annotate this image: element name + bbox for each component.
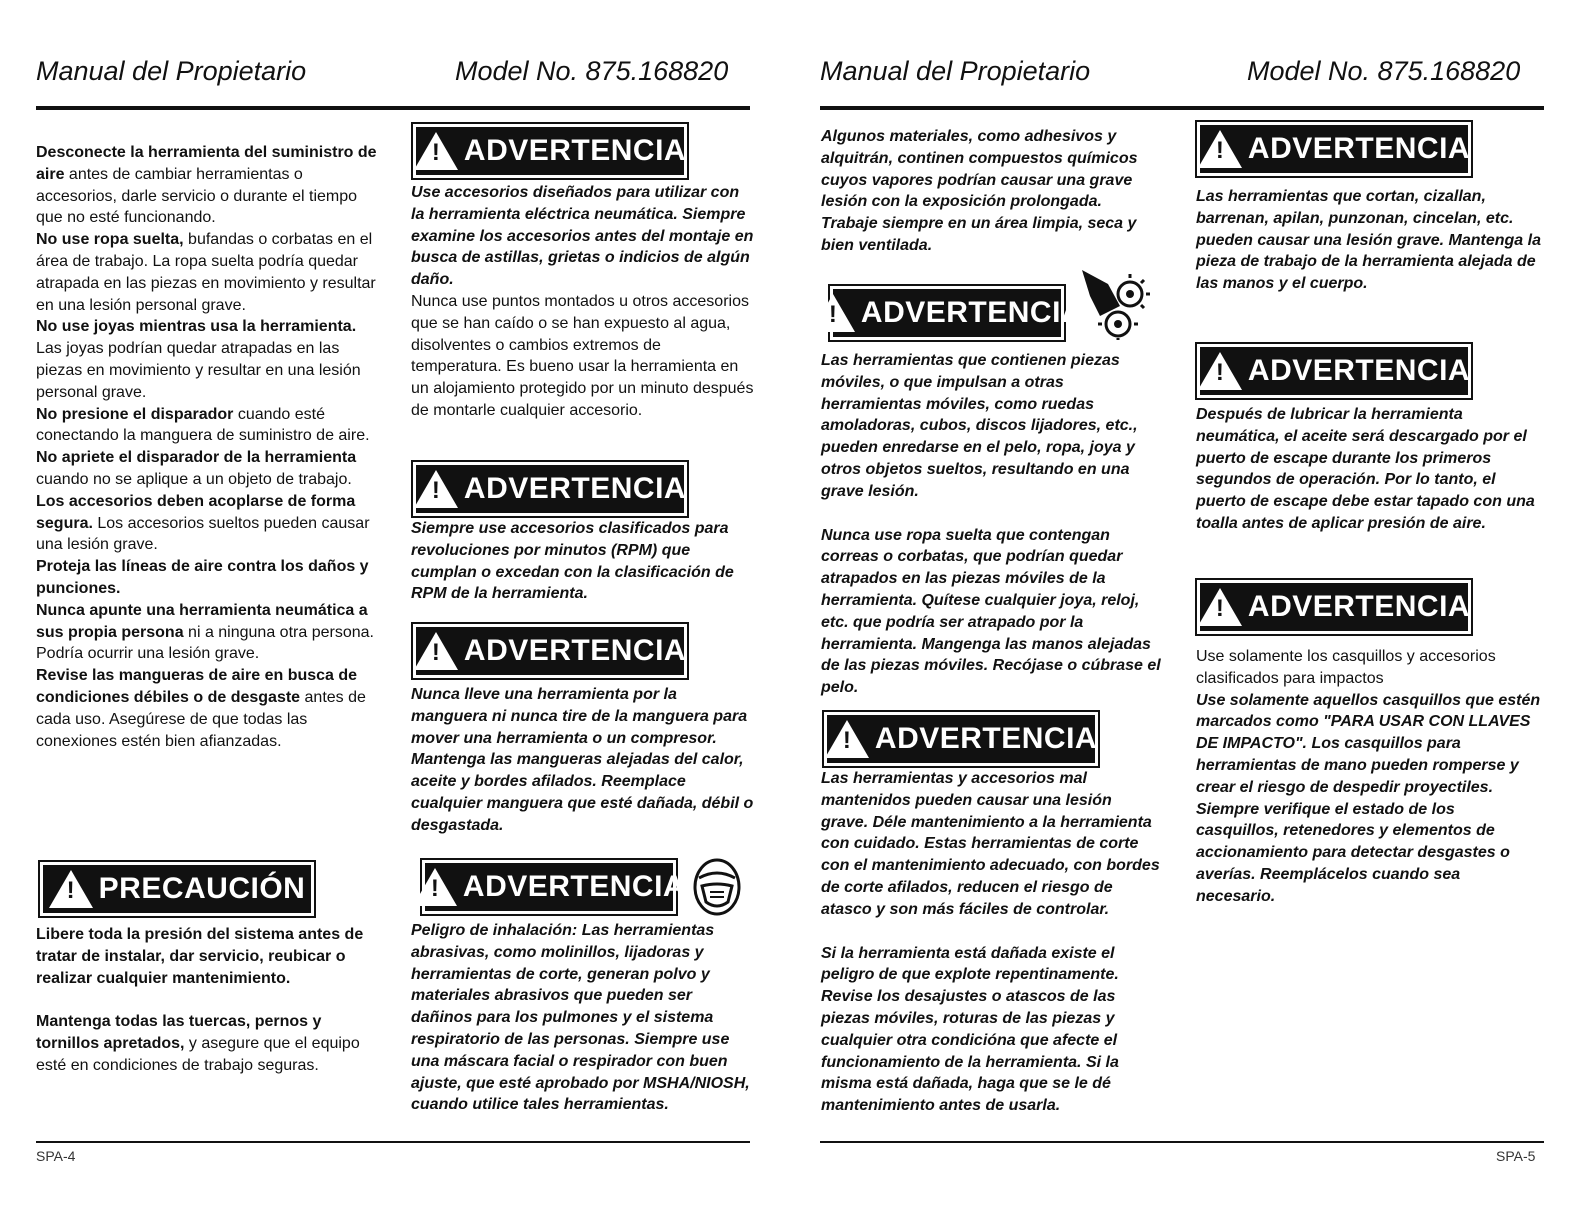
col4-warning-1	[1196, 186, 1541, 295]
col2-banner-2	[411, 460, 689, 518]
col3-t4-italic: Las herramientas y accesorios mal mantenidos pueden causar una lesión grave. Déle mantenimiento a la herramienta con cuidado. Estas herramientas de corte con el mantenimiento adecuado, con bordes de corte afilados, reducen el riesgo de atasco y son más fáciles de controlar.	[821, 770, 1160, 918]
advertencia-label: ADVERTENCIA	[874, 722, 1098, 755]
p7-bold: Proteja las líneas de aire contra los daños y punciones.	[36, 558, 369, 597]
col3-text-1	[821, 126, 1161, 257]
col4-w1-italic: Las herramientas que cortan, cizallan, barrenan, apilan, punzonan, cincelan, etc. pueden causar una lesión grave. Mantenga la pieza de trabajo de la herramienta alejada de las manos y el cuerpo.	[1196, 188, 1541, 293]
col2-w2-italic: Siempre use accesorios clasificados para revoluciones por minutos (RPM) que cumplan o excedan con la clasificación de RPM de la herramienta.	[411, 520, 734, 603]
p8-text: ni a ninguna otra persona. Podría ocurrir una lesión grave.	[36, 623, 374, 663]
entanglement-hazard-icon	[1078, 266, 1156, 342]
col4-w3-text: Use solamente los casquillos y accesorios clasificados para impactos	[1196, 648, 1496, 687]
col2-banner-4	[420, 858, 686, 916]
right-header-title: Manual del Propietario	[820, 56, 1091, 86]
p5-bold: No apriete el disparador de la herramienta	[36, 449, 357, 467]
col3-text-3	[821, 768, 1161, 1117]
caution-text-2-bold: Mantenga todas las tuercas, pernos y tornillos apretados,	[36, 1013, 322, 1053]
col3-banner-2	[822, 710, 1100, 768]
p8-bold: Nunca apunte una herramienta neumática a sus propia persona	[36, 601, 368, 641]
col2-w1-italic: Use accesorios diseñados para utilizar con la herramienta eléctrica neumática. Siempre examine los accesorios antes del montaje en busca de astillas, grietas o indicios de algún daño.	[411, 184, 754, 289]
warning-triangle-icon: !	[414, 632, 458, 670]
col3-text-2	[821, 350, 1161, 699]
p5-text: cuando no se aplique a un objeto de trabajo.	[36, 470, 352, 488]
col4-w2-italic: Después de lubricar la herramienta neumática, el aceite será descargado por el puerto de escape durante los primeros segundos de operación. Por lo tanto, el puerto de escape debe estar tapado con una toalla antes de aplicar presión de aire.	[1196, 406, 1535, 532]
col1-caution-text	[36, 924, 381, 1077]
col1-text	[36, 142, 381, 752]
p3-bold: No use joyas mientras usa la herramienta.	[36, 318, 357, 336]
advertencia-label: ADVERTENCIA	[463, 634, 687, 667]
col3-banner-1	[828, 284, 1084, 342]
respirator-mask-icon	[690, 856, 744, 918]
left-page-number: SPA-4	[36, 1148, 76, 1164]
caution-text-1: Libere toda la presión del sistema antes de tratar de instalar, dar servicio, reubicar o realizar cualquier mantenimiento.	[36, 926, 364, 987]
col4-warning-3	[1196, 646, 1541, 908]
right-header-rule	[820, 106, 1544, 110]
warning-triangle-icon: !	[1198, 588, 1242, 626]
col2-warning-4	[411, 920, 756, 1116]
caution-text-2: y asegure que el equipo esté en condiciones de trabajo seguras.	[36, 1035, 360, 1074]
col2-w3-italic: Nunca lleve una herramienta por la manguera ni nunca tire de la manguera para mover una herramienta o un compresor. Mantenga las mangueras alejadas del calor, aceite y bordes afilados. Reemplace cualquier manguera que esté dañada, débil o desgastada.	[411, 686, 754, 834]
col2-warning-3	[411, 684, 756, 837]
advertencia-label: ADVERTENCIA	[860, 296, 1084, 329]
p4-bold: No presione el disparador	[36, 405, 234, 423]
col2-w4-italic: Peligro de inhalación: Las herramientas abrasivas, como molinillos, lijadoras y herramientas de corte, generan polvo y materiales abrasivos que pueden ser dañinos para los pulmones y el sistema respiratorio de las personas. Siempre use una máscara facial o respirador con buen ajuste, que esté aprobado por MSHA/NIOSH, cuando utilice tales herramientas.	[411, 922, 750, 1114]
right-page-number: SPA-5	[1496, 1148, 1536, 1164]
advertencia-label: ADVERTENCIA	[463, 472, 687, 505]
warning-triangle-icon: !	[414, 470, 458, 508]
col4-warning-2	[1196, 404, 1541, 535]
advertencia-label: ADVERTENCIA	[1247, 354, 1471, 387]
p6-bold: Los accesorios deben acoplarse de forma segura.	[36, 492, 356, 532]
col3-t5-italic: Si la herramienta está dañada existe el peligro de que explote repentinamente. Revise los desajustes o atascos de las piezas móviles, roturas de las piezas y cualquier otra condicióna que afecte el funcionamiento de la herramienta. Si la misma está dañada, haga que se le dé mantenimiento antes de usarla.	[821, 944, 1119, 1115]
warning-triangle-icon: !	[825, 720, 869, 758]
p1-bold: Desconecte la herramienta del suministro de aire	[36, 144, 377, 183]
precaucion-label: PRECAUCIÓN	[98, 872, 306, 905]
precaucion-banner	[38, 860, 316, 918]
advertencia-label: ADVERTENCIA	[1247, 132, 1471, 165]
p3-text: Las joyas podrían quedar atrapadas en las piezas en movimiento y resultar en una lesión personal grave.	[36, 340, 361, 401]
advertencia-label: ADVERTENCIA	[1247, 590, 1471, 623]
p2-bold: No use ropa suelta,	[36, 231, 184, 249]
p9-bold: Revise las mangueras de aire en busca de condiciones débiles o de desgaste	[36, 667, 358, 706]
right-header-model: Model No. 875.168820	[1247, 56, 1521, 86]
warning-triangle-icon: !	[414, 132, 458, 170]
p6-text: Los accesorios sueltos pueden causar una lesión grave.	[36, 514, 370, 554]
col2-warning-2	[411, 518, 756, 605]
advertencia-label: ADVERTENCIA	[463, 134, 687, 167]
p2-text: bufandas o corbatas en el área de trabajo. La ropa suelta podría quedar atrapada en las piezas en movimiento y resultar en una lesión personal grave.	[36, 231, 376, 314]
p1-text: antes de cambiar herramientas o accesorios, darle servicio o durante el tiempo que no esté funcionando.	[36, 165, 358, 227]
left-header-title: Manual del Propietario	[36, 56, 307, 86]
warning-triangle-icon: !	[1198, 130, 1242, 168]
left-header-model: Model No. 875.168820	[455, 56, 729, 86]
col3-t2-italic: Las herramientas que contienen piezas móviles, o que impulsan a otras herramientas móviles, como ruedas amoladoras, cubos, discos lijadores, etc., pueden enredarse en el pelo, ropa, joya y otros objetos sueltos, resultando en una grave lesión.	[821, 352, 1138, 500]
warning-triangle-icon: !	[811, 294, 855, 332]
col4-w3-italic: Use solamente aquellos casquillos que estén marcados como "PARA USAR CON LLAVES DE IMPACTO". Los casquillos para herramientas de mano pueden romperse y crear el riesgo de despedir proyectiles. Siempre verifique el estado de los casquillos, retenedores y elementos de accionamiento para detectar desgastes o averías. Reemplácelos cuando sea necesario.	[1196, 691, 1541, 905]
p9-text: antes de cada uso. Asegúrese de que todas las conexiones estén bien afianzadas.	[36, 688, 366, 750]
col2-warning-1	[411, 182, 756, 422]
warning-triangle-icon: !	[413, 868, 457, 906]
advertencia-label: ADVERTENCIA	[462, 870, 686, 903]
col4-banner-2	[1195, 342, 1473, 400]
p4-text: cuando esté conectando la manguera de suministro de aire.	[36, 405, 370, 445]
col4-banner-3	[1195, 578, 1473, 636]
left-header-rule	[36, 106, 750, 110]
col2-banner-3	[411, 622, 689, 680]
col2-w1-text: Nunca use puntos montados u otros accesorios que se han caído o se han expuesto al agua, disolventes o cambios extremos de temperatura. Es bueno usar la herramienta en un alojamiento protegido por un minuto después de montarle cualquier accesorio.	[411, 292, 754, 419]
col4-banner-1	[1195, 120, 1473, 178]
col3-t1-italic: Algunos materiales, como adhesivos y alquitrán, continen compuestos químicos cuyos vapores podrían causar una grave lesión con la exposición prolongada. Trabaje siempre en un área limpia, seca y bien ventilada.	[821, 128, 1138, 254]
right-footer-rule	[820, 1141, 1544, 1143]
warning-triangle-icon: !	[1198, 352, 1242, 390]
left-footer-rule	[36, 1141, 750, 1143]
warning-triangle-icon: !	[49, 870, 93, 908]
col3-t3-italic: Nunca use ropa suelta que contengan correas o corbatas, que podrían quedar atrapados en las piezas móviles de la herramienta. Quítese cualquier joya, reloj, etc. que podría ser atrapado por la herramienta. Mangenga las manos alejadas de las piezas móviles. Recójase o cúbrase el pelo.	[821, 526, 1161, 697]
col2-banner-1	[411, 122, 689, 180]
